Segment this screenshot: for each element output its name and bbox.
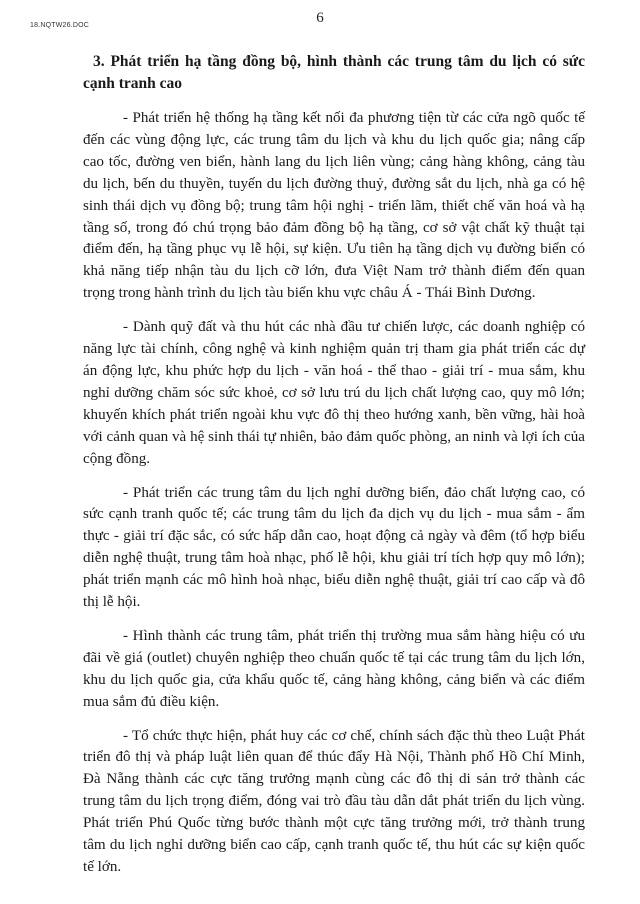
paragraph-resort-centers: - Phát triển các trung tâm du lịch nghỉ dưỡng biển, đảo chất lượng cao, có sức cạnh tranh quốc tế; các trung tâm du lịch đa dịch vụ du lịch - mua sắm - ẩm thực - giải trí đặc sắc, có sức hấp dẫn cao, hoạt động cả ngày và đêm (tổ hợp biểu diễn nghệ thuật, trung tâm hoà nhạc, phố lễ hội, khu giải trí tích hợp quy mô lớn); phát triển mạnh các mô hình hoà nhạc, biểu diễn nghệ thuật, giải trí cao cấp và đô thị lễ hội. (83, 484, 585, 611)
page-number: 6 (316, 10, 324, 26)
paragraph-growth-poles: - Tổ chức thực hiện, phát huy các cơ chế, chính sách đặc thù theo Luật Phát triển đô thị và pháp luật liên quan để thúc đẩy Hà Nội, Thành phố Hồ Chí Minh, Đà Nẵng thành các cực tăng trưởng mạnh cùng các đô thị di sản trở thành các trung tâm du lịch trọng điểm, đóng vai trò đầu tàu dẫn dắt phát triển du lịch vùng. Phát triển Phú Quốc từng bước thành một cực tăng trưởng mới, trở thành trung tâm du lịch nghỉ dưỡng biển cao cấp, cạnh tranh quốc tế, thu hút các sự kiện quốc tế lớn. (83, 727, 585, 875)
paragraph-outlet-shopping: - Hình thành các trung tâm, phát triển thị trường mua sắm hàng hiệu có ưu đãi về giá (outlet) chuyên nghiệp theo chuẩn quốc tế tại các trung tâm du lịch lớn, khu du lịch quốc gia, cửa khẩu quốc tế, cảng hàng không, cảng biển và các điểm mua sắm đủ điều kiện. (83, 627, 585, 710)
document-body (83, 51, 585, 891)
section-heading: 3. Phát triển hạ tầng đồng bộ, hình thành các trung tâm du lịch có sức cạnh tranh cao (83, 53, 585, 92)
paragraph-infrastructure: - Phát triển hệ thống hạ tầng kết nối đa phương tiện từ các cửa ngõ quốc tế đến các vùng động lực, các trung tâm du lịch và khu du lịch quốc gia; nâng cấp cao tốc, đường ven biển, hành lang du lịch liên vùng; cảng hàng không, cảng tàu du lịch, bến du thuyền, tuyến du lịch đường thuỷ, đường sắt du lịch, nhà ga có hệ sinh thái dịch vụ đồng bộ; trung tâm hội nghị - triển lãm, thiết chế văn hoá và hạ tầng số, trong đó chú trọng bảo đảm đồng bộ hạ tầng, cơ sở vật chất kỹ thuật tại điểm đến, hạ tầng phục vụ lễ hội, sự kiện. Ưu tiên hạ tầng dịch vụ đường biển có khả năng tiếp nhận tàu du lịch cỡ lớn, đưa Việt Nam trở thành điểm đến quan trọng trong hành trình du lịch tàu biển khu vực châu Á - Thái Bình Dương. (83, 110, 585, 302)
paragraph-land-investment: - Dành quỹ đất và thu hút các nhà đầu tư chiến lược, các doanh nghiệp có năng lực tài chính, công nghệ và kinh nghiệm quản trị tham gia phát triển các dự án động lực, khu phức hợp du lịch - văn hoá - thể thao - giải trí - mua sắm, khu nghỉ dưỡng chăm sóc sức khoẻ, cơ sở lưu trú du lịch chất lượng cao, quy mô lớn; khuyến khích phát triển ngoài khu vực đô thị theo hướng xanh, bền vững, hài hoà với cảnh quan và hệ sinh thái tự nhiên, bảo đảm quốc phòng, an ninh và lợi ích của cộng đồng. (83, 319, 585, 467)
document-file-id: 18.NQTW26.DOC (30, 22, 89, 29)
